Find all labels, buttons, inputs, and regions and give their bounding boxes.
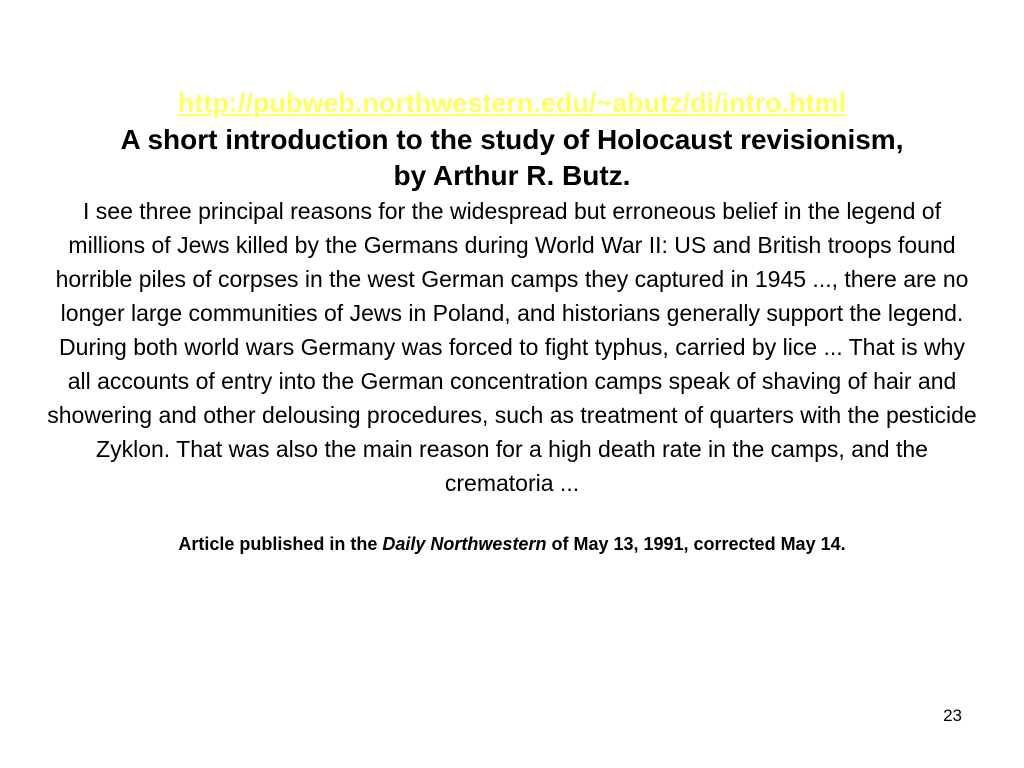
- citation-prefix: Article published in the: [178, 534, 383, 554]
- source-link[interactable]: http://pubweb.northwestern.edu/~abutz/di/intro.html: [177, 88, 847, 118]
- body-paragraph: I see three principal reasons for the widespread but erroneous belief in the legend of millions of Jews killed by the Germans during World War II: US and British troops found horrible piles of corpses in the west German camps they captured in 1945 ..., there are no longer large communities of Jews in Poland, and historians generally support the legend. During both world wars Germany was forced to fight typhus, carried by lice ... That is why all accounts of entry into the German concentration camps speak of shaving of hair and showering and other delousing procedures, such as treatment of quarters with the pesticide Zyklon. That was also the main reason for a high death rate in the camps, and the crematoria ...: [47, 198, 977, 496]
- citation-publication: Daily Northwestern: [382, 534, 547, 554]
- slide-title: A short introduction to the study of Holocaust revisionism,: [120, 124, 904, 155]
- slide-number: 23: [943, 706, 962, 725]
- citation-suffix: of May 13, 1991, corrected May 14.: [546, 534, 846, 554]
- citation: [40, 532, 984, 556]
- slide-content: [40, 86, 984, 556]
- author-line: by Arthur R. Butz.: [393, 160, 631, 191]
